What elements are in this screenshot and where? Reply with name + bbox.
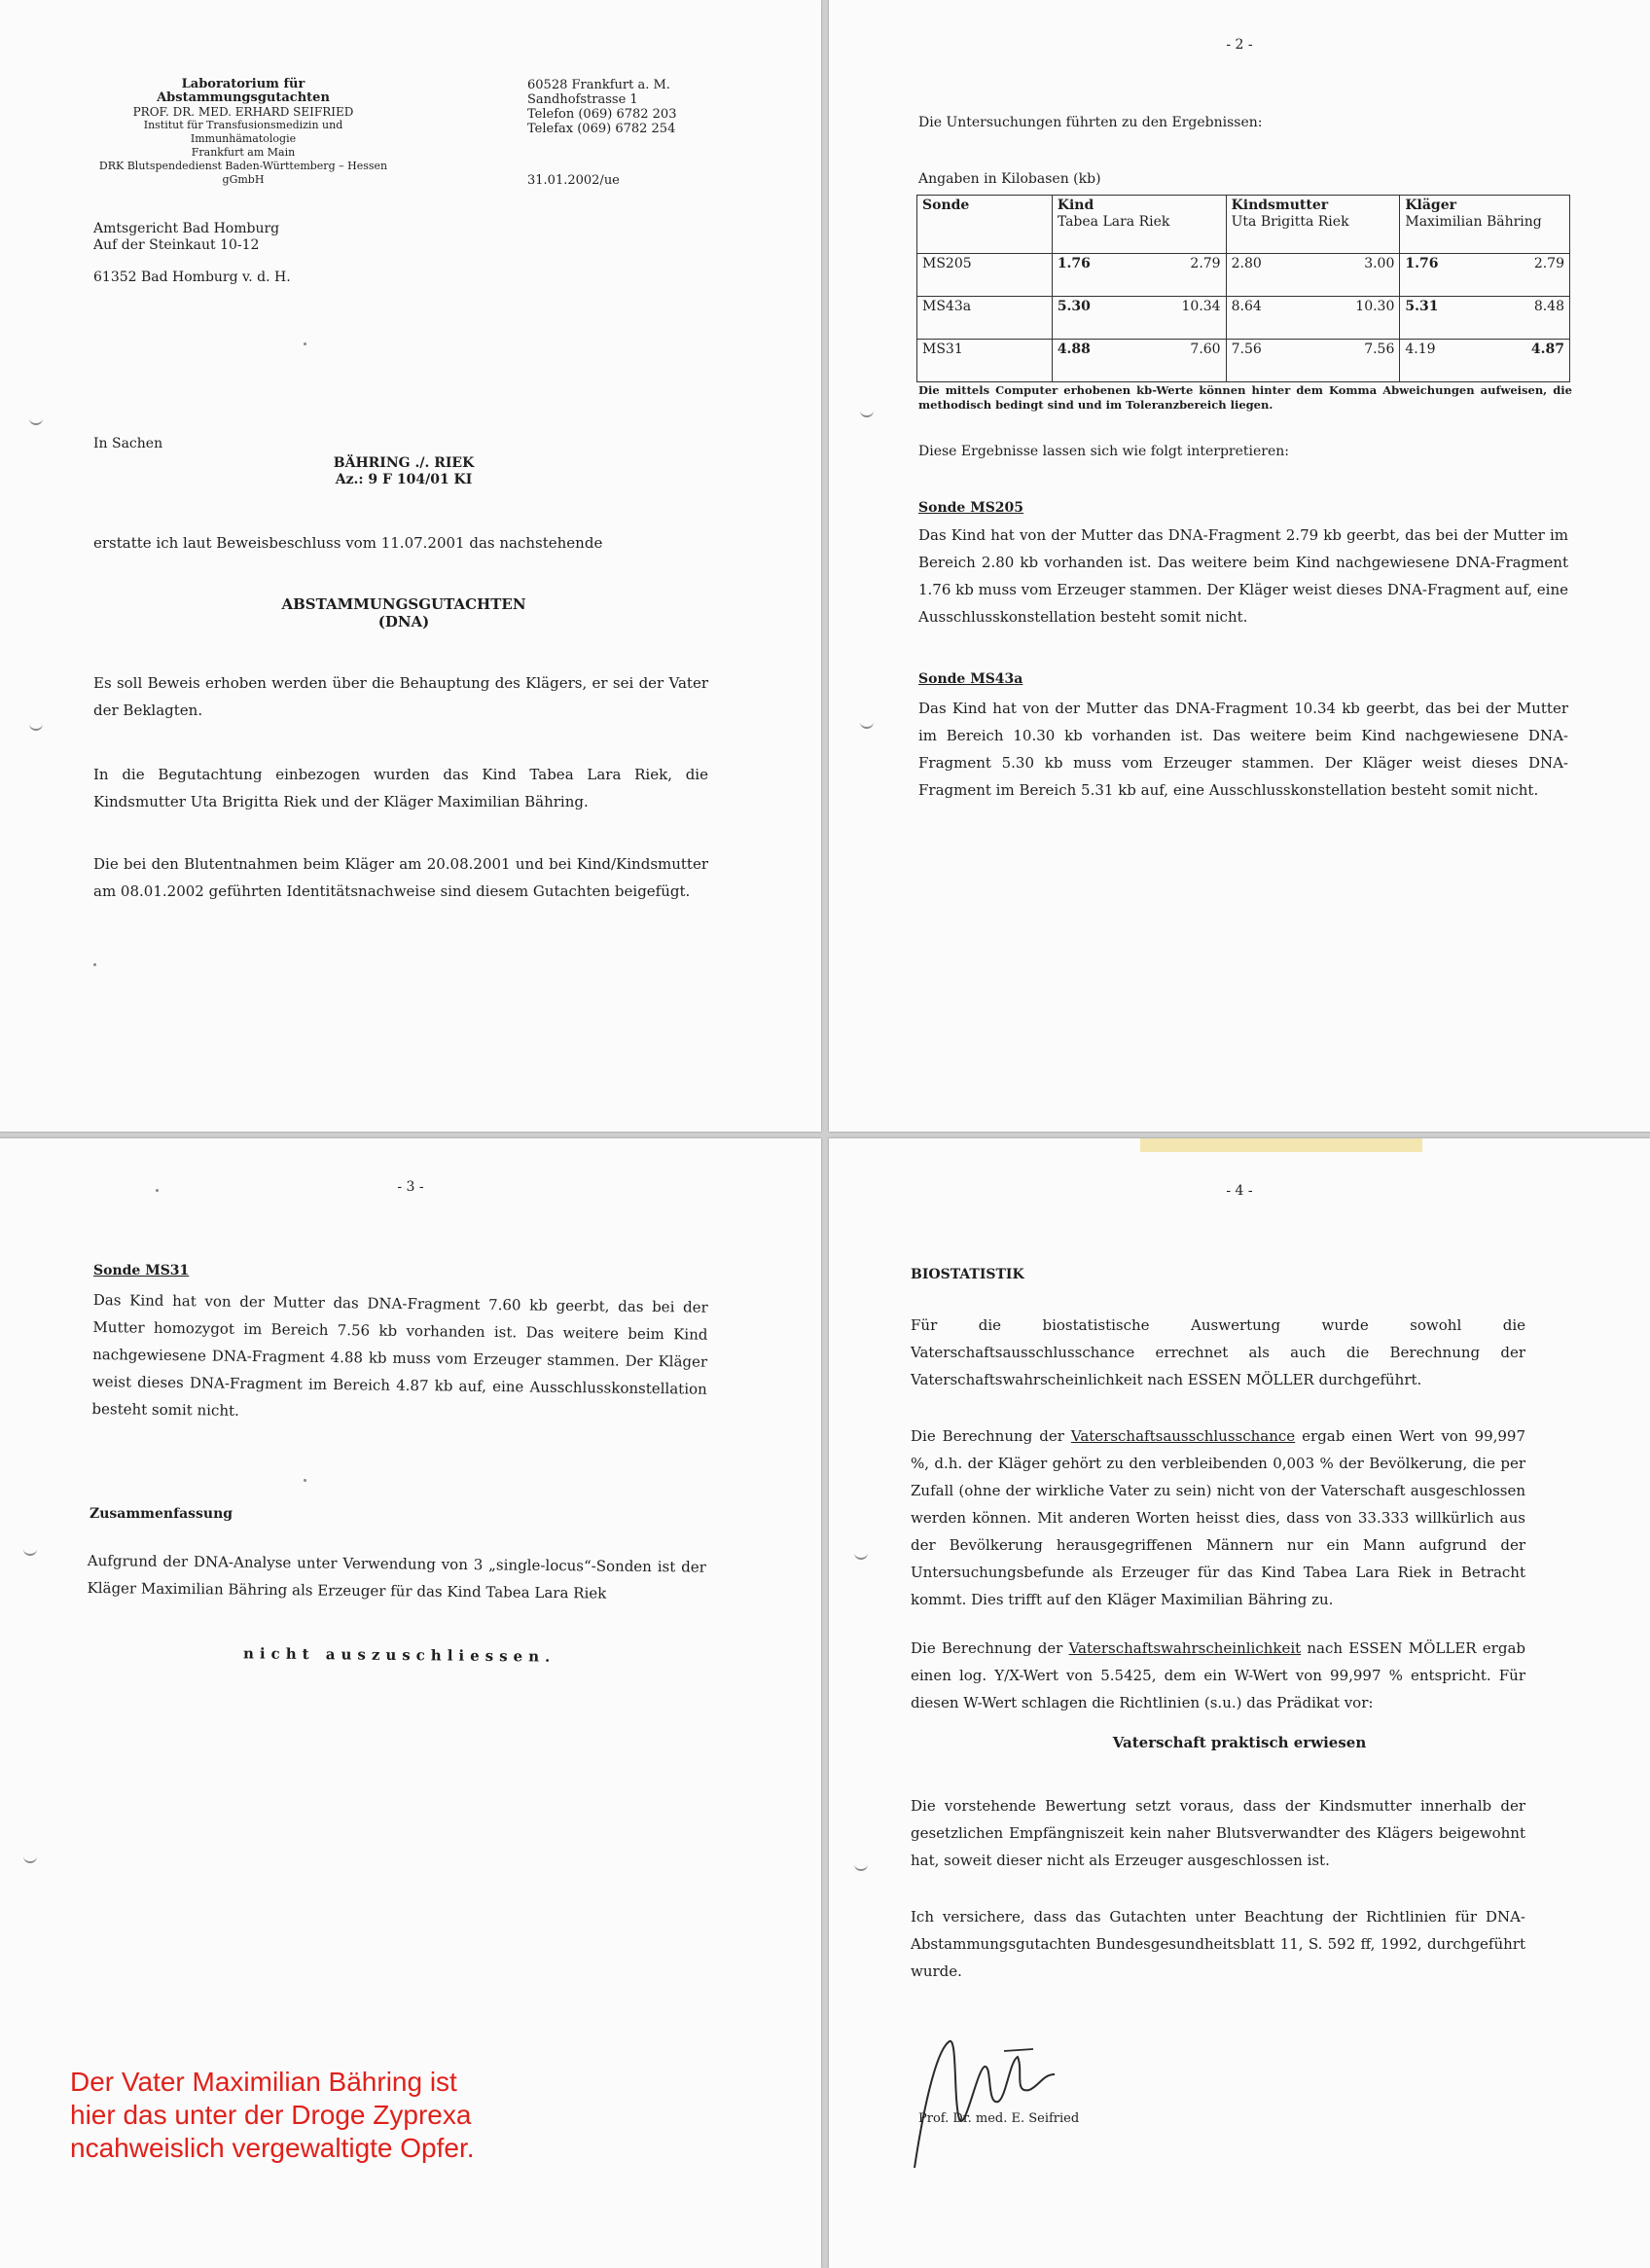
table-caption: Angaben in Kilobasen (kb) <box>918 171 1101 187</box>
scan-speck <box>93 963 96 966</box>
annotation-line-2: hier das unter der Droge Zyprexa <box>70 2100 472 2130</box>
header-sonde: Sonde <box>917 196 1053 254</box>
results-intro: Die Untersuchungen führten zu den Ergebnissen: <box>918 115 1263 130</box>
address-phone: Telefon (069) 6782 203 <box>527 107 677 122</box>
header-kind: Kind Tabea Lara Riek <box>1052 196 1226 254</box>
intro-text: erstatte ich laut Beweisbeschluss vom 11.07.2001 das nachstehende <box>93 534 603 552</box>
red-annotation <box>70 2066 475 2165</box>
cell-klaeger: 4.19 4.87 <box>1400 340 1570 382</box>
page-3 <box>0 1138 821 2268</box>
biostat-paragraph-4: Die vorstehende Bewertung setzt voraus, dass der Kindsmutter innerhalb der gesetzlichen Empfängniszeit kein naher Blutsverwandter des Klägers beigewohnt hat, soweit dieser nicht als Erzeuger ausgeschlossen ist. <box>911 1797 1525 1869</box>
document-subtitle: (DNA) <box>377 613 430 630</box>
punch-hole <box>29 416 43 425</box>
cell-kind: 5.30 10.34 <box>1052 297 1226 340</box>
punch-hole <box>854 1862 868 1871</box>
summary-heading: Zusammenfassung <box>90 1506 233 1522</box>
case-number: Az.: 9 F 104/01 KI <box>335 472 473 487</box>
recipient-address <box>93 221 291 286</box>
page-1 <box>0 0 821 1132</box>
punch-hole <box>854 1551 868 1560</box>
lab-header <box>97 78 389 187</box>
document-date: 31.01.2002/ue <box>527 173 620 188</box>
punch-hole <box>860 409 874 417</box>
address-street: Sandhofstrasse 1 <box>527 92 638 107</box>
punch-hole <box>23 1547 37 1556</box>
header-kindsmutter: Kindsmutter Uta Brigitta Riek <box>1226 196 1400 254</box>
annotation-line-1: Der Vater Maximilian Bähring ist <box>70 2067 457 2097</box>
lab-address <box>527 78 676 136</box>
scan-speck <box>304 342 306 345</box>
biostatistik-heading: BIOSTATISTIK <box>911 1267 1024 1282</box>
cell-mutter: 7.56 7.56 <box>1226 340 1400 382</box>
annotation-line-3: ncahweislich vergewaltigte Opfer. <box>70 2133 475 2163</box>
biostat-paragraph-3: Die Berechnung der Vaterschaftswahrscheinlichkeit nach ESSEN MÖLLER ergab einen log. Y/X-Wert von 5.5425, dem ein W-Wert von 99,997 % entspricht. Für diesen W-Wert schlagen die Richtlinien (s.u.) das Prädikat vor: <box>911 1639 1525 1711</box>
signature-name: Prof. Dr. med. E. Seifried <box>918 2111 1080 2126</box>
section-text-ms205: Das Kind hat von der Mutter das DNA-Fragment 2.79 kb geerbt, das bei der Mutter im Bereich 2.80 kb vorhanden ist. Das weitere beim Kind nachgewiesene DNA-Fragment 1.76 kb muss vom Erzeuger stammen. Der Kläger weist dieses DNA-Fragment auf, eine Ausschlusskonstellation besteht somit nicht. <box>918 526 1568 626</box>
cell-mutter: 8.64 10.30 <box>1226 297 1400 340</box>
recipient-line-3: 61352 Bad Homburg v. d. H. <box>93 270 291 285</box>
table-note: Die mittels Computer erhobenen kb-Werte können hinter dem Komma Abweichungen aufweisen, die methodisch bedingt sind und im Toleranzbereich liegen. <box>918 383 1572 412</box>
table-header-row <box>917 196 1570 254</box>
section-text-ms31: Das Kind hat von der Mutter das DNA-Fragment 7.60 kb geerbt, das bei der Mutter homozygot im Bereich 7.56 kb vorhanden ist. Das weitere beim Kind nachgewiesene DNA-Fragment 4.88 kb muss vom Erzeuger stammen. Der Kläger weist dieses DNA-Fragment im Bereich 4.87 kb auf, eine Ausschlusskonstellation besteht somit nicht. <box>91 1290 708 1420</box>
scan-speck <box>156 1189 159 1192</box>
section-text-ms43a: Das Kind hat von der Mutter das DNA-Fragment 10.34 kb geerbt, das bei der Mutter im Bereich 10.30 kb vorhanden ist. Das weitere beim Kind nachgewiesene DNA-Fragment 5.30 kb muss vom Erzeuger stammen. Der Kläger weist dieses DNA-Fragment im Bereich 5.31 kb auf, eine Ausschlusskonstellation besteht somit nicht. <box>918 700 1568 799</box>
lab-org: DRK Blutspendedienst Baden-Württemberg – Hessen gGmbH <box>98 160 388 186</box>
wahrscheinlichkeit-term: Vaterschaftswahrscheinlichkeit <box>1068 1639 1302 1657</box>
punch-hole <box>29 722 43 731</box>
summary-text: Aufgrund der DNA-Analyse unter Verwendung von 3 „single-locus“-Sonden ist der Kläger Maximilian Bähring als Erzeuger für das Kind Tabea Lara Riek <box>87 1551 706 1602</box>
header-klaeger: Kläger Maximilian Bähring <box>1400 196 1570 254</box>
table-row <box>917 340 1570 382</box>
paragraph-participants: In die Begutachtung einbezogen wurden das Kind Tabea Lara Riek, die Kindsmutter Uta Brigitta Riek und der Kläger Maximilian Bähring. <box>93 766 708 810</box>
lab-name: Laboratorium für Abstammungsgutachten <box>157 77 330 105</box>
case-block <box>263 455 545 488</box>
paragraph-claim: Es soll Beweis erhoben werden über die Behauptung des Klägers, er sei der Vater der Beklagten. <box>93 674 708 719</box>
tape-strip <box>1140 1138 1422 1152</box>
paragraph-identity: Die bei den Blutentnahmen beim Kläger am 20.08.2001 und bei Kind/Kindsmutter am 08.01.2002 geführten Identitätsnachweise sind diesem Gutachten beigefügt. <box>93 855 708 900</box>
biostat-paragraph-1: Für die biostatistische Auswertung wurde sowohl die Vaterschaftsausschlusschance errechnet als auch die Berechnung der Vaterschaftswahrscheinlichkeit nach ESSEN MÖLLER durchgeführt. <box>911 1316 1525 1388</box>
cell-kind: 4.88 7.60 <box>1052 340 1226 382</box>
address-fax: Telefax (069) 6782 254 <box>527 122 676 136</box>
lab-institute: Institut für Transfusionsmedizin und Immunhämatologie <box>143 119 343 145</box>
recipient-line-1: Amtsgericht Bad Homburg <box>93 221 280 236</box>
cell-klaeger: 1.76 2.79 <box>1400 254 1570 297</box>
ausschlusschance-term: Vaterschaftsausschlusschance <box>1070 1427 1296 1445</box>
biostat-paragraph-5: Ich versichere, dass das Gutachten unter Beachtung der Richtlinien für DNA-Abstammungsgutachten Bundesgesundheitsblatt 11, S. 592 ff, 1992, durchgeführt wurde. <box>911 1908 1525 1980</box>
biostat-paragraph-2: Die Berechnung der Vaterschaftsausschlusschance ergab einen Wert von 99,997 %, d.h. der Kläger gehört zu den verbleibenden 0,003 % der Bevölkerung, die per Zufall (ohne der wirkliche Vater zu sein) nicht von der Vaterschaft ausgeschlossen werden können. Mit anderen Worten heisst dies, dass von 33.333 willkürlich aus der Bevölkerung herausgegriffenen Männern nur ein Mann aufgrund der Untersuchungsbefunde als Erzeuger für das Kind Tabea Lara Riek in Betracht kommt. Dies trifft auf den Kläger Maximilian Bähring zu. <box>911 1427 1526 1608</box>
page-2 <box>829 0 1650 1132</box>
page-4 <box>829 1138 1650 2268</box>
cell-sonde: MS43a <box>917 297 1053 340</box>
section-heading-ms43a: Sonde MS43a <box>918 671 1023 687</box>
cell-sonde: MS31 <box>917 340 1053 382</box>
lab-city: Frankfurt am Main <box>191 146 296 159</box>
results-table <box>916 195 1570 382</box>
case-title: BÄHRING ./. RIEK <box>333 455 475 471</box>
handwritten-signature <box>909 2012 1094 2178</box>
table-row <box>917 254 1570 297</box>
section-heading-ms205: Sonde MS205 <box>918 500 1024 516</box>
document-title-block <box>263 595 545 630</box>
section-heading-ms31: Sonde MS31 <box>93 1263 190 1278</box>
table-row <box>917 297 1570 340</box>
interpret-intro: Diese Ergebnisse lassen sich wie folgt interpretieren: <box>918 444 1290 459</box>
page-number: - 3 - <box>397 1179 424 1195</box>
page-number: - 4 - <box>1226 1183 1253 1199</box>
address-city: 60528 Frankfurt a. M. <box>527 78 670 92</box>
page-number: - 2 - <box>1226 37 1253 53</box>
scan-speck <box>304 1479 306 1482</box>
punch-hole <box>23 1854 37 1863</box>
cell-kind: 1.76 2.79 <box>1052 254 1226 297</box>
cell-klaeger: 5.31 8.48 <box>1400 297 1570 340</box>
cell-mutter: 2.80 3.00 <box>1226 254 1400 297</box>
recipient-line-2: Auf der Steinkaut 10-12 <box>93 237 260 253</box>
conclusion: nicht auszuschliessen. <box>242 1644 556 1666</box>
verdict: Vaterschaft praktisch erwiesen <box>1112 1734 1367 1751</box>
cell-sonde: MS205 <box>917 254 1053 297</box>
punch-hole <box>860 720 874 729</box>
in-sachen-label: In Sachen <box>93 436 163 451</box>
lab-director: PROF. DR. MED. ERHARD SEIFRIED <box>132 105 354 119</box>
document-title: ABSTAMMUNGSGUTACHTEN <box>281 595 526 613</box>
